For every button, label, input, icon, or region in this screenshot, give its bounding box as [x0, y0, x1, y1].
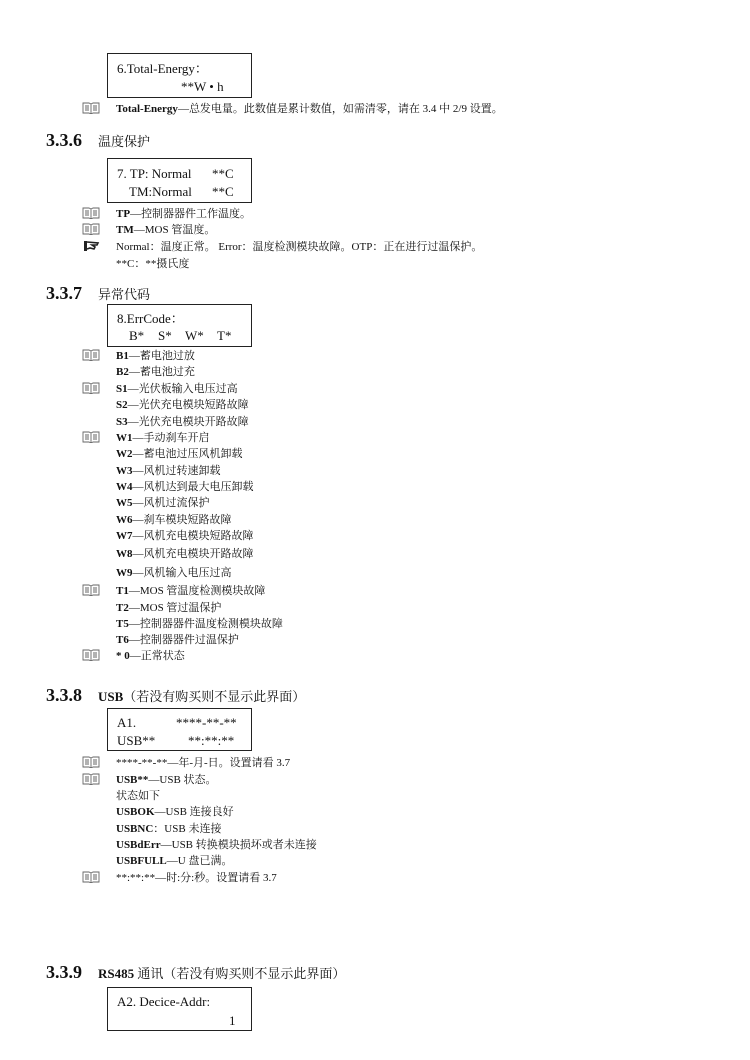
- item-text: —风机过流保护: [132, 497, 210, 509]
- lcd-time-value: **:**:**: [188, 733, 235, 748]
- list-item: [116, 822, 221, 836]
- book-icon: [82, 223, 100, 235]
- note-total-energy: [116, 102, 503, 116]
- item-term: * 0: [116, 650, 130, 662]
- lcd-usb: [107, 708, 252, 751]
- item-text: —刹车模块短路故障: [132, 514, 232, 526]
- list-item: [116, 617, 283, 631]
- item-text: —正常状态: [129, 650, 185, 662]
- section-heading-3-3-6: [46, 130, 150, 151]
- item-text: ****-**-**—年-月-日。设置请看 3.7: [116, 757, 291, 769]
- section-heading-3-3-7: [46, 283, 150, 304]
- item-term: B2: [116, 366, 129, 378]
- item-text: —光伏充电模块开路故障: [127, 416, 249, 428]
- item-text: —风机充电模块短路故障: [132, 530, 254, 542]
- lcd-line-2: **W • h: [181, 79, 224, 94]
- item-term: S1: [116, 383, 128, 395]
- item-term: T5: [116, 618, 129, 630]
- list-item: [116, 382, 238, 396]
- lcd-tm-value: **C: [212, 184, 234, 199]
- lcd-usb-label: USB**: [117, 733, 156, 748]
- item-term: T1: [116, 585, 129, 597]
- note-tp: [116, 207, 251, 221]
- list-item: [116, 431, 210, 445]
- list-item: [116, 480, 254, 494]
- lcd-total-energy: [107, 53, 252, 98]
- book-icon: [82, 871, 100, 883]
- list-item: [116, 464, 221, 478]
- lcd-error-code: [107, 304, 252, 347]
- section-title: 温度保护: [98, 134, 151, 149]
- note-term: TP: [116, 208, 131, 220]
- item-term: USBFULL: [116, 855, 167, 867]
- lcd-code-t: T*: [217, 328, 232, 343]
- lcd-tm-label: TM:Normal: [129, 184, 192, 199]
- book-icon: [82, 349, 100, 361]
- lcd-temperature: [107, 158, 252, 203]
- section-number: 3.3.6: [46, 130, 82, 150]
- section-heading-3-3-8: [46, 685, 305, 706]
- item-term: W2: [116, 448, 133, 460]
- list-item: [116, 513, 232, 527]
- lcd-rs485: [107, 987, 252, 1031]
- lcd-code-b: B*: [129, 328, 145, 343]
- item-text: **:**:**—时:分:秒。设置请看 3.7: [116, 872, 277, 884]
- item-text: —MOS 管温度检测模块故障: [128, 585, 266, 597]
- list-item: [116, 584, 265, 598]
- item-term: S2: [116, 399, 128, 411]
- book-icon: [82, 102, 100, 114]
- list-item: [116, 398, 249, 412]
- note-celsius: [116, 257, 189, 271]
- list-item: [116, 633, 239, 647]
- book-icon: [82, 207, 100, 219]
- item-text: ：USB 未连接: [153, 823, 222, 835]
- item-text: —蓄电池过放: [128, 350, 195, 362]
- lcd-line-1: A2. Decice-Addr:: [117, 994, 211, 1009]
- note-status-legend: [116, 240, 482, 254]
- item-term: USBNC: [116, 823, 154, 835]
- lcd-code-s: S*: [158, 328, 172, 343]
- item-text: —MOS 管过温保护: [128, 602, 222, 614]
- book-icon: [82, 584, 100, 596]
- item-text: —控制器器件温度检测模块故障: [128, 618, 283, 630]
- list-item: [116, 838, 317, 852]
- item-term: W8: [116, 548, 133, 560]
- item-term: W9: [116, 567, 133, 579]
- list-item: [116, 447, 243, 461]
- item-text: —手动刹车开启: [132, 432, 210, 444]
- list-item: [116, 871, 277, 885]
- item-term: W7: [116, 530, 133, 542]
- note-text: —控制器器件工作温度。: [130, 208, 252, 220]
- list-item: [116, 789, 160, 803]
- item-text: —蓄电池过充: [128, 366, 195, 378]
- note-term: TM: [116, 224, 134, 236]
- section-title: 通讯（若没有购买则不显示此界面）: [134, 966, 346, 981]
- item-text: —USB 状态。: [148, 774, 217, 786]
- section-number: 3.3.9: [46, 962, 82, 982]
- book-icon: [82, 649, 100, 661]
- lcd-date-value: ****-**-**: [176, 715, 237, 730]
- book-icon: [82, 431, 100, 443]
- list-item: [116, 349, 195, 363]
- note-text: —总发电量。此数值是累计数值，如需清零，请在 3.4 中 2/9 设置。: [177, 103, 503, 115]
- item-text: —USB 转换模块损坏或者未连接: [160, 839, 317, 851]
- item-term: T6: [116, 634, 129, 646]
- list-item: [116, 649, 185, 663]
- book-icon: [82, 382, 100, 394]
- list-item: [116, 529, 254, 543]
- book-icon: [82, 756, 100, 768]
- list-item: [116, 854, 232, 868]
- item-text: —风机达到最大电压卸载: [132, 481, 254, 493]
- item-term: USB**: [116, 774, 149, 786]
- lcd-device-address: 1: [229, 1013, 236, 1028]
- item-term: W5: [116, 497, 133, 509]
- item-term: W4: [116, 481, 133, 493]
- lcd-tp-label: 7. TP: Normal: [117, 166, 192, 181]
- list-item: [116, 773, 217, 787]
- list-item: [116, 365, 195, 379]
- section-title: （若没有购买则不显示此界面）: [123, 689, 306, 704]
- note-text: Normal：温度正常。 Error：温度检测模块故障。OTP：正在进行过温保护。: [116, 241, 483, 253]
- list-item: [116, 805, 234, 819]
- lcd-a1-label: A1.: [117, 715, 137, 730]
- list-item: [116, 547, 254, 561]
- section-title-bold: USB: [98, 689, 124, 704]
- item-text: —U 盘已满。: [166, 855, 233, 867]
- item-term: B1: [116, 350, 129, 362]
- item-term: USBOK: [116, 806, 155, 818]
- item-text: —风机过转速卸载: [132, 465, 221, 477]
- list-item: [116, 496, 210, 510]
- item-text: —光伏板输入电压过高: [127, 383, 238, 395]
- item-term: W6: [116, 514, 133, 526]
- note-text: —MOS 管温度。: [133, 224, 216, 236]
- item-text: —USB 连接良好: [154, 806, 234, 818]
- book-icon: [82, 773, 100, 785]
- section-number: 3.3.8: [46, 685, 82, 705]
- item-text: —光伏充电模块短路故障: [127, 399, 249, 411]
- section-number: 3.3.7: [46, 283, 82, 303]
- item-term: W1: [116, 432, 133, 444]
- item-term: S3: [116, 416, 128, 428]
- lcd-code-w: W*: [185, 328, 204, 343]
- list-item: [116, 415, 249, 429]
- item-text: —风机输入电压过高: [132, 567, 232, 579]
- section-heading-3-3-9: [46, 962, 345, 983]
- section-title-bold: RS485: [98, 966, 135, 981]
- item-term: USBdErr: [116, 839, 161, 851]
- item-text: —蓄电池过压风机卸载: [132, 448, 243, 460]
- lcd-line-1: 6.Total-Energy：: [117, 61, 208, 76]
- item-term: W3: [116, 465, 133, 477]
- item-text: 状态如下: [116, 790, 160, 802]
- item-term: T2: [116, 602, 129, 614]
- note-term: Total-Energy: [116, 103, 178, 115]
- list-item: [116, 756, 290, 770]
- item-text: —风机充电模块开路故障: [132, 548, 254, 560]
- note-tm: [116, 223, 215, 237]
- lcd-line-1: 8.ErrCode：: [117, 311, 184, 326]
- note-text: **C：**摄氏度: [116, 258, 190, 270]
- list-item: [116, 566, 232, 580]
- item-text: —控制器器件过温保护: [128, 634, 239, 646]
- lcd-tp-value: **C: [212, 166, 234, 181]
- list-item: [116, 601, 221, 615]
- section-title: 异常代码: [98, 287, 151, 302]
- pointing-hand-icon: [82, 240, 100, 252]
